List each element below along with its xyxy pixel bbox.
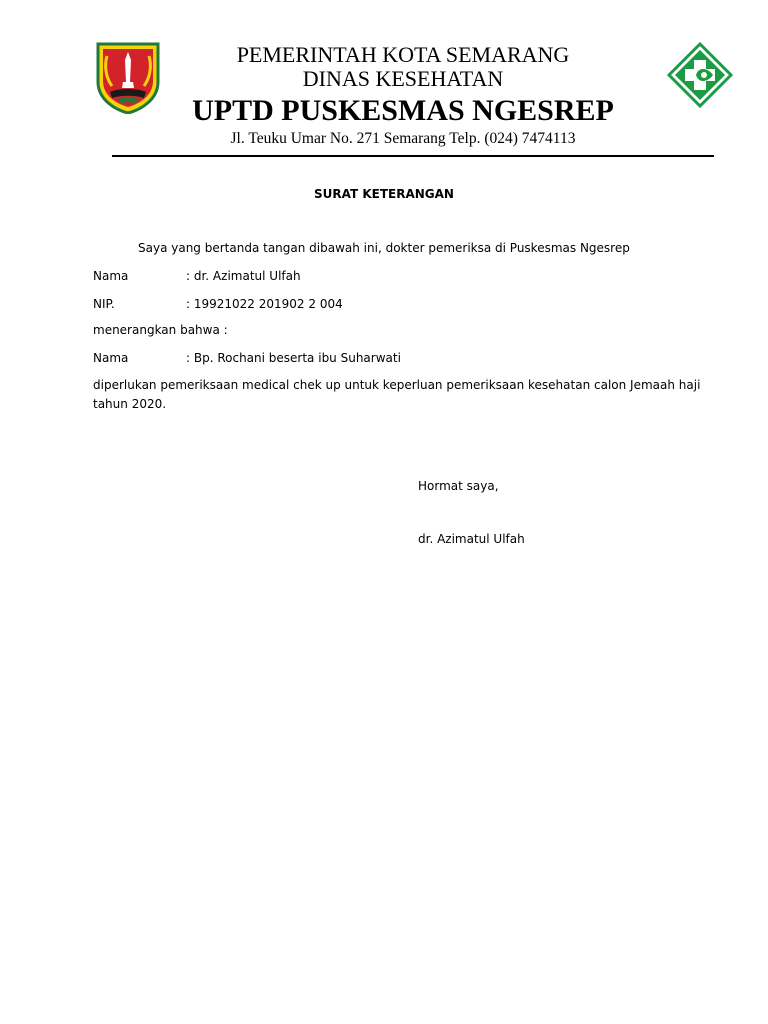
doctor-nip-value: : 19921022 201902 2 004 (186, 297, 343, 311)
letterhead-address: Jl. Teuku Umar No. 271 Semarang Telp. (024) 7474113 (230, 130, 576, 147)
purpose-line-2: tahun 2020. (93, 397, 167, 411)
closing-text: Hormat saya, (418, 479, 499, 493)
statement-text: menerangkan bahwa : (93, 323, 228, 337)
doctor-name-value: : dr. Azimatul Ulfah (186, 269, 301, 283)
purpose-line-1: diperlukan pemeriksaan medical chek up untuk keperluan pemeriksaan kesehatan calon Jemaah haji (93, 378, 701, 392)
letterhead-department: DINAS KESEHATAN (302, 66, 504, 91)
doctor-nip-label: NIP. (93, 297, 115, 311)
letter-title: SURAT KETERANGAN (314, 187, 454, 201)
intro-paragraph: Saya yang bertanda tangan dibawah ini, dokter pemeriksa di Puskesmas Ngesrep (138, 241, 630, 255)
letterhead-divider (112, 155, 714, 157)
signatory-name: dr. Azimatul Ulfah (418, 532, 525, 546)
letterhead-government: PEMERINTAH KOTA SEMARANG (236, 42, 570, 67)
letterhead-institution: UPTD PUSKESMAS NGESREP (192, 94, 614, 127)
patient-name-value: : Bp. Rochani beserta ibu Suharwati (186, 351, 401, 365)
patient-name-label: Nama (93, 351, 129, 365)
puskesmas-logo-icon (667, 42, 733, 108)
doctor-name-label: Nama (93, 269, 129, 283)
